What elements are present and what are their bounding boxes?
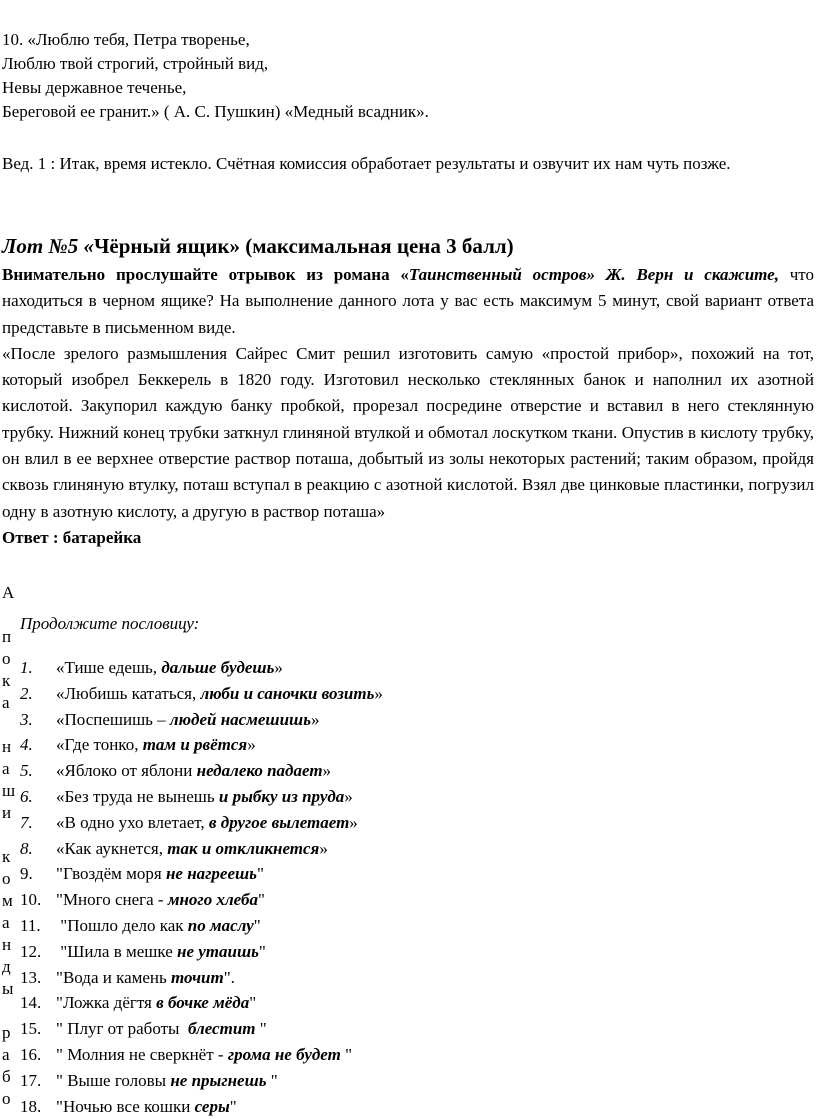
proverb-start: «Любишь кататься, (56, 683, 201, 703)
side-letter: ш (2, 781, 16, 800)
side-letter: н (2, 737, 12, 756)
proverb-start: «Тише едешь, (56, 658, 162, 677)
proverb-ending: так и откликнется (167, 838, 320, 858)
proverb-item (20, 861, 383, 887)
proverb-close: ". (223, 967, 235, 987)
proverb-start: «В одно ухо влетает, (56, 812, 209, 832)
proverb-start: "Гвоздём моря (56, 864, 166, 884)
proverb-start: «Без труда не вынешь (56, 786, 219, 806)
proverb-ending: недалеко падает (196, 761, 323, 781)
side-letter: о (2, 1089, 11, 1108)
proverb-ending: там и рвётся (142, 735, 248, 755)
proverb-number: 18. (20, 1096, 42, 1116)
side-letter: а (2, 1045, 10, 1064)
instruction-rest: что находиться в черном ящике? На выполнение данного лота у вас есть максимум 5 минут, свой вариант ответа представьте в письменном виде. (2, 265, 814, 337)
proverb-close: " (249, 993, 257, 1013)
side-letter: р (2, 1023, 11, 1042)
proverb-item (20, 1016, 383, 1042)
side-letter: о (2, 869, 11, 888)
proverb-start: "Вода и камень (56, 967, 172, 987)
proverb-start: "Ложка дёгтя (56, 993, 157, 1013)
proverb-item (20, 836, 383, 862)
side-letter (2, 1000, 16, 1022)
proverb-start: "Шила в мешке (56, 941, 178, 961)
proverb-close: " (258, 941, 266, 961)
side-letter: к (2, 671, 11, 690)
proverb-start: «Яблоко от яблони (56, 761, 197, 781)
proverb-close: " (253, 915, 261, 935)
proverb-number: 4. (20, 735, 33, 755)
proverb-item (20, 681, 383, 707)
side-letter: н (2, 935, 12, 954)
proverb-number: 2. (20, 683, 33, 703)
proverb-start: "Ночью все кошки (56, 1096, 195, 1116)
proverb-close: " (340, 1044, 353, 1064)
proverb-start: «Поспешишь – (56, 709, 170, 729)
proverb-close: » (319, 838, 328, 858)
proverb-ending: много хлеба (167, 890, 258, 910)
lot-instruction (2, 262, 814, 341)
proverb-number: 3. (20, 709, 33, 729)
proverb-item (20, 1094, 383, 1119)
proverb-ending: точит (171, 967, 224, 987)
proverb-start: "Много снега - (56, 890, 168, 910)
proverb-ending: в бочке мёда (156, 993, 250, 1013)
proverb-number: 14. (20, 993, 42, 1013)
poem-block (2, 28, 429, 124)
proverb-item (20, 1042, 383, 1068)
proverb-ending: по маслу (187, 915, 254, 935)
proverb-item (20, 887, 383, 913)
lot-body (2, 262, 814, 551)
proverb-item (20, 913, 383, 939)
poem-line: Люблю твой строгий, стройный вид, (2, 54, 269, 73)
proverb-close: " (256, 864, 264, 884)
proverb-close: » (247, 735, 256, 755)
lot-title (2, 234, 514, 259)
lot-answer: Ответ : батарейка (2, 527, 142, 547)
proverb-ending: грома не будет (227, 1044, 341, 1064)
side-letters-column (2, 582, 16, 1110)
proverb-ending: люби и саночки возить (200, 683, 375, 703)
poem-line: Невы державное теченье, (2, 78, 187, 97)
side-letter: б (2, 1067, 11, 1086)
proverb-close: " (229, 1096, 237, 1116)
proverb-number: 12. (20, 941, 42, 961)
proverb-item (20, 810, 383, 836)
side-letter (2, 604, 16, 626)
proverbs-heading: Продолжите пословицу: (20, 614, 200, 633)
proverb-number: 11. (20, 915, 41, 935)
side-letter: п (2, 627, 12, 646)
proverbs-list (20, 655, 383, 1119)
proverb-number: 16. (20, 1044, 42, 1064)
proverb-number: 8. (20, 838, 33, 858)
proverb-item (20, 732, 383, 758)
proverb-number: 1. (20, 658, 33, 677)
side-letter (2, 824, 16, 846)
proverb-close: » (322, 761, 332, 781)
lot-title-prefix: Лот №5 « (2, 234, 94, 258)
side-letter: и (2, 803, 12, 822)
proverb-ending: дальше будешь (161, 658, 275, 677)
proverb-start: " Выше головы (56, 1070, 171, 1090)
proverb-ending: и рыбку из пруда (218, 786, 345, 806)
proverb-item (20, 1068, 383, 1094)
side-letter: ы (2, 979, 14, 998)
proverb-close: » (310, 709, 320, 729)
side-letter: м (2, 891, 13, 910)
proverb-ending: людей насмешишь (169, 709, 311, 729)
side-letter: д (2, 957, 11, 976)
proverb-close: " (266, 1070, 278, 1090)
poem-line: Береговой ее гранит.» ( А. С. Пушкин) «Медный всадник». (2, 102, 429, 121)
proverb-item (20, 707, 383, 733)
side-letter: А (2, 583, 15, 602)
instruction-bold: Внимательно прослушайте отрывок из романа « (2, 265, 409, 284)
proverb-close: » (374, 683, 383, 703)
proverb-start: «Где тонко, (56, 735, 143, 755)
host-remark: Вед. 1 : Итак, время истекло. Счётная комиссия обработает результаты и озвучит их нам чуть позже. (2, 154, 731, 173)
proverb-start: " Молния не сверкнёт - (56, 1044, 228, 1064)
proverb-close: » (349, 812, 358, 832)
proverb-close: » (344, 786, 353, 806)
proverb-close: » (274, 658, 283, 677)
side-letter: к (2, 847, 11, 866)
proverb-ending: блестит (187, 1019, 256, 1039)
proverb-number: 15. (20, 1019, 42, 1039)
proverb-item (20, 939, 383, 965)
proverb-start: " Плуг от работы (56, 1019, 188, 1039)
lot-title-main: Чёрный ящик» (максимальная цена 3 балл) (93, 234, 514, 258)
proverb-close: " (257, 890, 265, 910)
side-letter: а (2, 913, 10, 932)
proverb-number: 6. (20, 786, 33, 806)
side-letter: а (2, 693, 10, 712)
proverb-number: 10. (20, 890, 42, 910)
side-letter: а (2, 759, 10, 778)
proverb-ending: серы (194, 1096, 230, 1116)
proverb-ending: в другое вылетает (208, 812, 350, 832)
proverb-close: " (255, 1019, 267, 1039)
proverb-ending: не утаишь (177, 941, 259, 961)
proverb-start: «Как аукнется, (56, 838, 168, 858)
proverb-item (20, 784, 383, 810)
proverb-item (20, 655, 383, 681)
proverb-number: 17. (20, 1070, 42, 1090)
proverb-number: 9. (20, 864, 33, 884)
side-letter: о (2, 649, 11, 668)
proverb-number: 13. (20, 967, 42, 987)
proverb-number: 7. (20, 812, 33, 832)
poem-line: 10. «Люблю тебя, Петра творенье, (2, 30, 250, 49)
proverb-number: 5. (20, 761, 33, 781)
novel-excerpt: «После зрелого размышления Сайрес Смит решил изготовить самую «простой прибор», похожий на тот, который изобрел Беккерель в 1820 году. Изготовил несколько стеклянных банок и наполнил их азотной кислотой. Закупорил каждую банку пробкой, прорезал посредине отверстие и вставил в него стеклянную трубку. Нижний конец трубки заткнул глиняной втулкой и обмотал лоскутком ткани. Опустив в кислоту трубку, он влил в ее верхнее отверстие раствор поташа, добытый из золы некоторых растений; таким образом, пройдя сквозь глиняную втулку, поташ вступал в реакцию с азотной кислотой. Взял две цинковые пластинки, погрузил одну в азотную кислоту, а другую в раствор поташа» (2, 343, 814, 521)
proverb-item (20, 965, 383, 991)
side-letter (2, 714, 16, 736)
proverb-item (20, 758, 383, 784)
proverb-start: "Пошло дело как (56, 915, 188, 935)
proverb-ending: не прыгнешь (170, 1070, 267, 1090)
proverb-item (20, 990, 383, 1016)
instruction-novel: Таинственный остров» Ж. Верн и скажите, (408, 265, 779, 284)
proverb-ending: не нагреешь (165, 864, 257, 884)
